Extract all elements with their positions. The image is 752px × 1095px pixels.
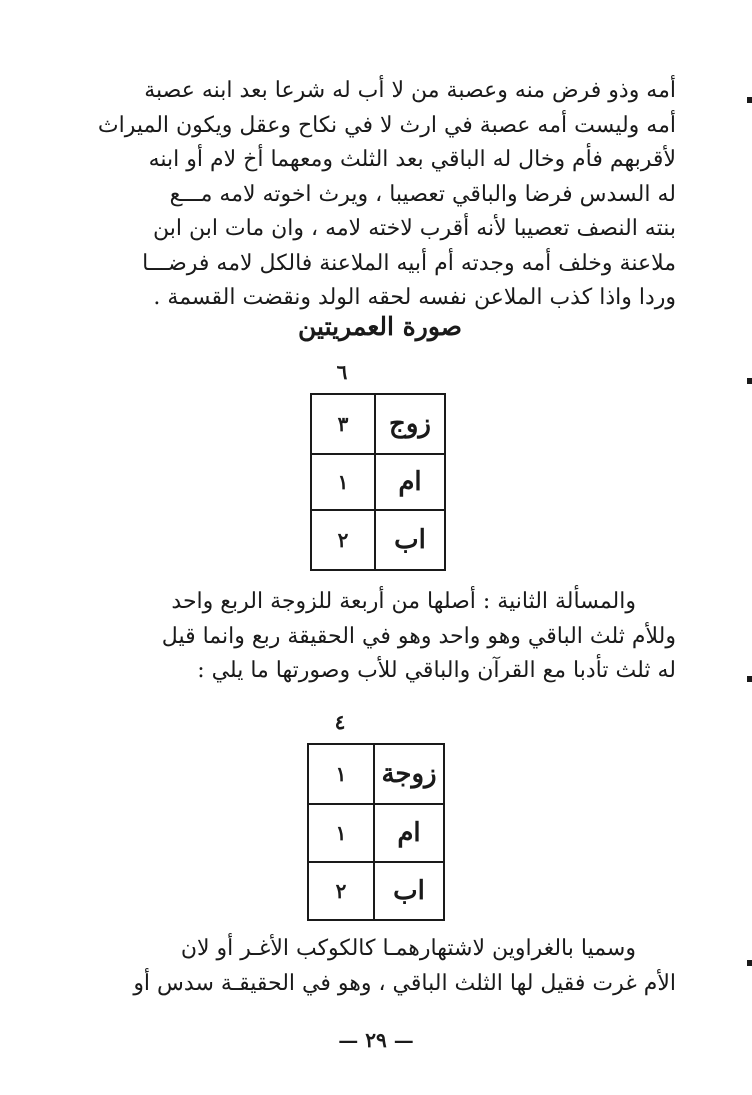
margin-mark [747, 378, 752, 384]
share-cell: ١ [311, 454, 375, 511]
share-cell: ٣ [311, 394, 375, 454]
paragraph-1 [80, 74, 676, 316]
heir-cell: اب [374, 862, 444, 920]
section-title: صورة العمريتين [298, 312, 462, 341]
inheritance-table-1 [310, 393, 446, 571]
table-row [311, 394, 445, 454]
paragraph-line: له ثلث تأدبا مع القرآن والباقي للأب وصورتها ما يلي : [197, 658, 676, 683]
table-row [308, 804, 444, 862]
table-row [308, 744, 444, 804]
margin-mark [747, 676, 752, 682]
table-1-base: ٦ [336, 360, 348, 384]
page-number: — ٢٩ — [338, 1028, 414, 1052]
paragraph-line: وللأم ثلث الباقي وهو واحد وهو في الحقيقة ربع وانما قيل [161, 623, 676, 649]
paragraph-line: والمسألة الثانية : أصلها من أربعة للزوجة الربع واحد [171, 589, 636, 614]
paragraph-line: بنته النصف تعصيبا لأنه أقرب لاخته لامه ، وان مات ابن ابن [152, 216, 676, 241]
paragraph-line: وردا واذا كذب الملاعن نفسه لحقه الولد ونقضت القسمة . [153, 285, 676, 310]
paragraph-line: الأم غرت فقيل لها الثلث الباقي ، وهو في الحقيقـة سدس أو [133, 970, 676, 996]
paragraph-line: ملاعنة وخلف أمه وجدته أم أبيه الملاعنة فالكل لامه فرضـــا [142, 250, 676, 276]
table-row [308, 862, 444, 920]
share-cell: ٢ [311, 510, 375, 570]
table-2-base: ٤ [334, 710, 346, 734]
heir-cell: زوجة [374, 744, 444, 804]
share-cell: ١ [308, 804, 374, 862]
share-cell: ١ [308, 744, 374, 804]
paragraph-line: لأقربهم فأم وخال له الباقي بعد الثلث ومعهما أخ لام أو ابنه [148, 147, 676, 172]
inheritance-table-2 [307, 743, 445, 921]
heir-cell: ام [375, 454, 445, 511]
heir-cell: ام [374, 804, 444, 862]
margin-mark [747, 97, 752, 103]
heir-cell: زوج [375, 394, 445, 454]
table-row [311, 510, 445, 570]
paragraph-line: أمه وليست أمه عصبة في ارث لا في نكاح وعقل ويكون الميراث [97, 112, 676, 138]
paragraph-3 [80, 932, 676, 1001]
margin-mark [747, 960, 752, 966]
share-cell: ٢ [308, 862, 374, 920]
paragraph-line: أمه وذو فرض منه وعصبة من لا أب له شرعا بعد ابنه عصبة [144, 78, 676, 103]
paragraph-2 [80, 585, 676, 689]
paragraph-line: له السدس فرضا والباقي تعصيبا ، ويرث اخوته لامه مـــع [169, 181, 676, 207]
heir-cell: اب [375, 510, 445, 570]
paragraph-line: وسميا بالغراوين لاشتهارهمـا كالكوكب الأغـر أو لان [180, 936, 636, 961]
table-row [311, 454, 445, 511]
